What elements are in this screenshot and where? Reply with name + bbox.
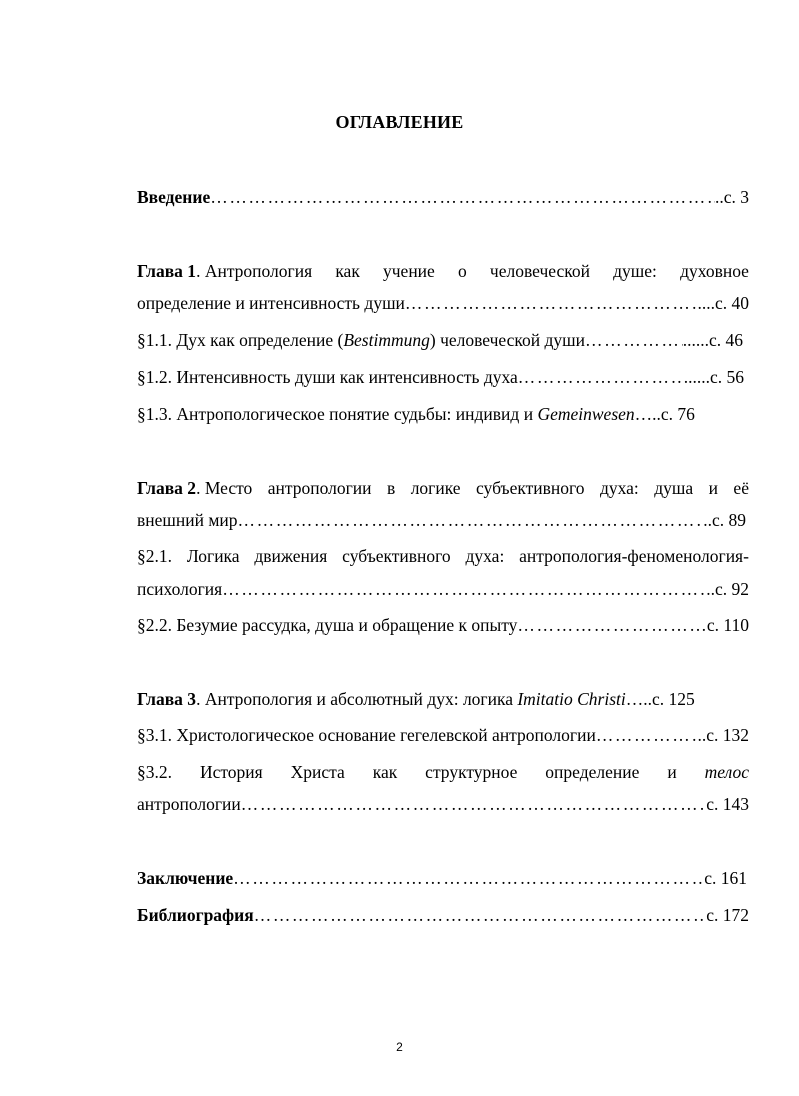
section-page: …..с. 76 [634, 404, 695, 424]
section-word: Христа [290, 762, 345, 782]
section-word: История [199, 762, 263, 782]
chapter2-word: и [708, 478, 718, 498]
section-italic: Bestimmung [343, 330, 430, 350]
section-page: с. 143 [706, 794, 749, 814]
toc-intro-label: Введение [137, 187, 211, 207]
toc-chapter2-line1[interactable] [137, 476, 749, 500]
toc-section-3-2-line1[interactable] [137, 760, 749, 784]
section-page: ..с. 92 [706, 579, 749, 599]
section-italic: телос [704, 762, 749, 782]
section-word: и [667, 762, 677, 782]
section-italic: Gemeinwesen [537, 404, 635, 424]
chapter2-word: её [733, 478, 749, 498]
chapter2-page: ..с. 89 [703, 510, 746, 530]
chapter2-word: логике [410, 478, 461, 498]
chapter2-title-cont: внешний мир [137, 510, 238, 530]
section-page: с. 110 [706, 615, 749, 635]
chapter1-word: душе: [613, 261, 657, 281]
leader-dots [210, 185, 715, 209]
section-label: §2.2. Безумие рассудка, душа и обращение к опыту [137, 615, 518, 635]
chapter1-title-cont: определение и интенсивность души [137, 293, 405, 313]
chapter1-heading: Глава 1. Антропология [137, 261, 313, 281]
toc-section-3-1[interactable] [137, 723, 749, 747]
toc-section-2-1-line1[interactable] [137, 544, 749, 568]
toc-intro-page: ..с. 3 [714, 187, 749, 207]
chapter2-word: субъективного [476, 478, 585, 498]
chapter1-word: о [458, 261, 467, 281]
chapter1-page: ....с. 40 [697, 293, 749, 313]
chapter3-page: …..с. 125 [625, 689, 695, 709]
page-number: 2 [396, 1040, 403, 1054]
section-page: ......с. 46 [682, 330, 743, 350]
section-word: движения [254, 546, 328, 566]
section-page: ..с. 132 [697, 725, 749, 745]
toc-chapter2-line2[interactable] [137, 508, 746, 532]
section-page: ......с. 56 [683, 367, 744, 387]
section-word: антропология-феноменология- [519, 546, 749, 566]
leader-dots [233, 866, 704, 890]
chapter1-label: Глава 1 [137, 261, 197, 281]
toc-section-3-2-line2[interactable] [137, 792, 749, 816]
section-word: структурное [425, 762, 518, 782]
section-label: §1.3. Антропологическое понятие судьбы: индивид и [137, 404, 538, 424]
section-label: §3.1. Христологическое основание гегелевской антропологии [137, 725, 596, 745]
toc-entry-bibliography[interactable] [137, 903, 749, 927]
section-word: духа: [465, 546, 505, 566]
section-word: субъективного [342, 546, 451, 566]
toc-conclusion-page: с. 161 [704, 868, 747, 888]
chapter2-label: Глава 2 [137, 478, 197, 498]
chapter1-word: учение [383, 261, 435, 281]
toc-conclusion-label: Заключение [137, 868, 234, 888]
chapter2-word: духа: [599, 478, 639, 498]
chapter2-heading: Глава 2. Место [137, 478, 253, 498]
chapter2-word: антропологии [267, 478, 372, 498]
section-word: §2.1. [137, 546, 172, 566]
section-cont: психология [137, 579, 223, 599]
chapter1-word: духовное [680, 261, 749, 281]
chapter2-word: Место [204, 478, 253, 498]
section-label-after: ) человеческой души [429, 330, 585, 350]
page-title: ОГЛАВЛЕНИЕ [335, 112, 464, 132]
chapter1-word: как [335, 261, 360, 281]
section-word: Логика [186, 546, 240, 566]
chapter3-title: . Антропология и абсолютный дух: логика [196, 689, 518, 709]
leader-dots [241, 792, 706, 816]
leader-dots [405, 291, 698, 315]
section-cont: антропологии [137, 794, 241, 814]
toc-entry-intro[interactable] [137, 185, 749, 209]
leader-dots [222, 577, 706, 601]
toc-chapter1-line1[interactable] [137, 259, 749, 283]
section-word: определение [545, 762, 640, 782]
toc-section-1-3[interactable] [137, 402, 746, 426]
toc-chapter3[interactable] [137, 687, 747, 711]
chapter2-word: в [386, 478, 396, 498]
chapter3-label: Глава 3 [137, 689, 197, 709]
leader-dots [517, 613, 706, 637]
section-word: как [372, 762, 398, 782]
toc-bibliography-label: Библиография [137, 905, 254, 925]
leader-dots [518, 365, 684, 389]
section-word: §3.2. [137, 762, 172, 782]
toc-section-1-1[interactable] [137, 328, 743, 352]
leader-dots [596, 723, 698, 747]
chapter2-word: душа [654, 478, 694, 498]
toc-bibliography-page: с. 172 [706, 905, 749, 925]
leader-dots [585, 328, 683, 352]
leader-dots [254, 903, 707, 927]
toc-section-1-2[interactable] [137, 365, 744, 389]
chapter3-italic: Imitatio Christi [517, 689, 626, 709]
chapter1-word: Антропология [204, 261, 313, 281]
section-label: §1.1. Дух как определение ( [137, 330, 344, 350]
toc-chapter1-line2[interactable] [137, 291, 749, 315]
section-label: §1.2. Интенсивность души как интенсивность духа [137, 367, 518, 387]
toc-section-2-1-line2[interactable] [137, 577, 749, 601]
chapter1-word: человеческой [489, 261, 590, 281]
toc-section-2-2[interactable] [137, 613, 749, 637]
toc-entry-conclusion[interactable] [137, 866, 747, 890]
leader-dots [238, 508, 704, 532]
